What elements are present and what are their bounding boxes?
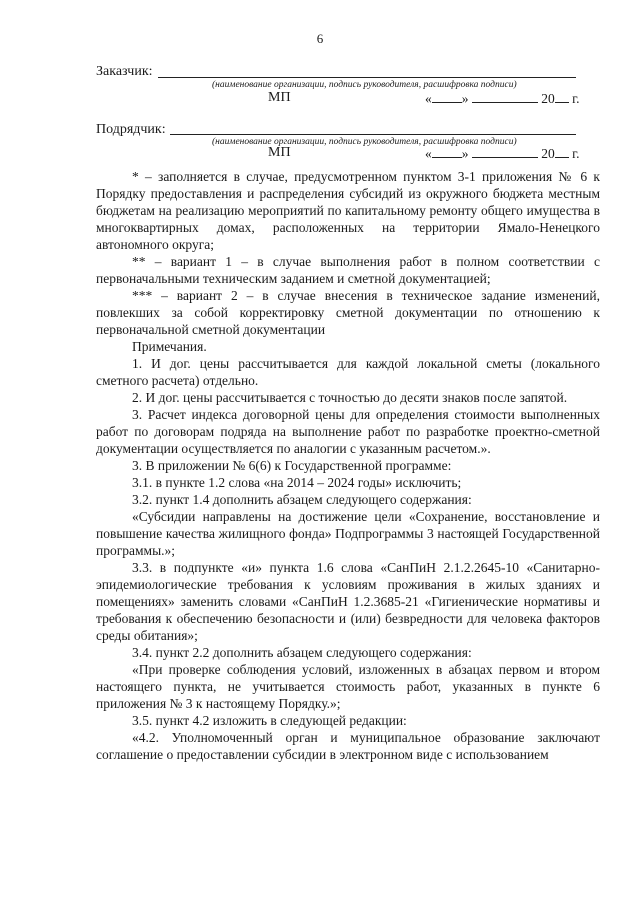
quote-close: » bbox=[461, 146, 469, 161]
customer-label: Заказчик: bbox=[96, 64, 153, 79]
year-suffix: г. bbox=[572, 91, 580, 106]
amendment-3-2-text: «Субсидии направлены на достижение цели «Сохранение, восстановление и повышение качества жилищного фонда» Подпрограммы 3 настоящей Государственной программы.»; bbox=[96, 509, 600, 558]
customer-mp: МП bbox=[268, 90, 291, 105]
note-3: 3. Расчет индекса договорной цены для определения стоимости выполненных работ по договорам подряда на выполнение работ по разработке проектно-сметной документации осуществляется по аналогии с указанным расчетом.». bbox=[96, 407, 600, 456]
year-prefix: 20 bbox=[541, 146, 555, 161]
contractor-date bbox=[425, 146, 580, 162]
customer-caption: (наименование организации, подпись руководителя, расшифровка подписи) bbox=[212, 80, 517, 90]
note-2: 2. И дог. цены рассчитывается с точностью до десяти знаков после запятой. bbox=[132, 390, 568, 405]
quote-open: « bbox=[425, 91, 432, 106]
month-blank bbox=[472, 92, 538, 103]
amendment-3-3: 3.3. в подпункте «и» пункта 1.6 слова «СанПиН 2.1.2.2645-10 «Санитарно-эпидемиологические требования к условиям проживания в жилых зданиях и помещениях» заменить словами «СанПиН 1.2.3685-21 «Гигиенические нормативы и требования к обеспечению безопасности и (или) безвредности для человека факторов среды обитания»; bbox=[96, 560, 600, 643]
amendment-3-4: 3.4. пункт 2.2 дополнить абзацем следующего содержания: bbox=[132, 645, 472, 660]
contractor-signature-line bbox=[170, 134, 576, 135]
footnote-asterisk-3: *** – вариант 2 – в случае внесения в техническое задание изменений, повлекших за собой корректировку сметной документации по отношению к первоначальной сметной документации bbox=[96, 288, 600, 337]
contractor-mp: МП bbox=[268, 145, 291, 160]
day-blank bbox=[432, 92, 462, 103]
document-body bbox=[96, 168, 600, 763]
amendment-3: 3. В приложении № 6(6) к Государственной программе: bbox=[132, 458, 452, 473]
customer-signature-line bbox=[158, 77, 576, 78]
notes-heading: Примечания. bbox=[132, 339, 207, 354]
contractor-caption: (наименование организации, подпись руководителя, расшифровка подписи) bbox=[212, 137, 517, 147]
year-suffix: г. bbox=[572, 146, 580, 161]
customer-date bbox=[425, 91, 580, 107]
note-1: 1. И дог. цены рассчитывается для каждой локальной сметы (локального сметного расчета) отдельно. bbox=[96, 356, 600, 388]
month-blank bbox=[472, 147, 538, 158]
year-blank bbox=[555, 147, 569, 158]
amendment-3-2: 3.2. пункт 1.4 дополнить абзацем следующего содержания: bbox=[132, 492, 472, 507]
amendment-3-4-text: «При проверке соблюдения условий, изложенных в абзацах первом и втором настоящего пункта, не учитывается стоимость работ, указанных в пункте 6 приложения № 3 к настоящему Порядку.»; bbox=[96, 662, 600, 711]
footnote-asterisk-1: * – заполняется в случае, предусмотренном пунктом 3-1 приложения № 6 к Порядку предоставления и распределения субсидий из окружного бюджета местным бюджетам на реализацию мероприятий по капитальному ремонту общего имущества в многоквартирных домах, расположенных на территории Ямало-Ненецкого автономного округа; bbox=[96, 169, 600, 252]
quote-close: » bbox=[461, 91, 469, 106]
amendment-3-1: 3.1. в пункте 1.2 слова «на 2014 – 2024 годы» исключить; bbox=[132, 475, 462, 490]
quote-open: « bbox=[425, 146, 432, 161]
day-blank bbox=[432, 147, 462, 158]
page-number: 6 bbox=[316, 31, 324, 46]
amendment-3-5-text: «4.2. Уполномоченный орган и муниципальное образование заключают соглашение о предоставлении субсидии в электронном виде с использованием bbox=[96, 730, 600, 762]
contractor-label: Подрядчик: bbox=[96, 122, 166, 137]
year-blank bbox=[555, 92, 569, 103]
footnote-asterisk-2: ** – вариант 1 – в случае выполнения работ в полном соответствии с первоначальными техническим заданием и сметной документацией; bbox=[96, 254, 600, 286]
year-prefix: 20 bbox=[541, 91, 555, 106]
amendment-3-5: 3.5. пункт 4.2 изложить в следующей редакции: bbox=[132, 713, 407, 728]
